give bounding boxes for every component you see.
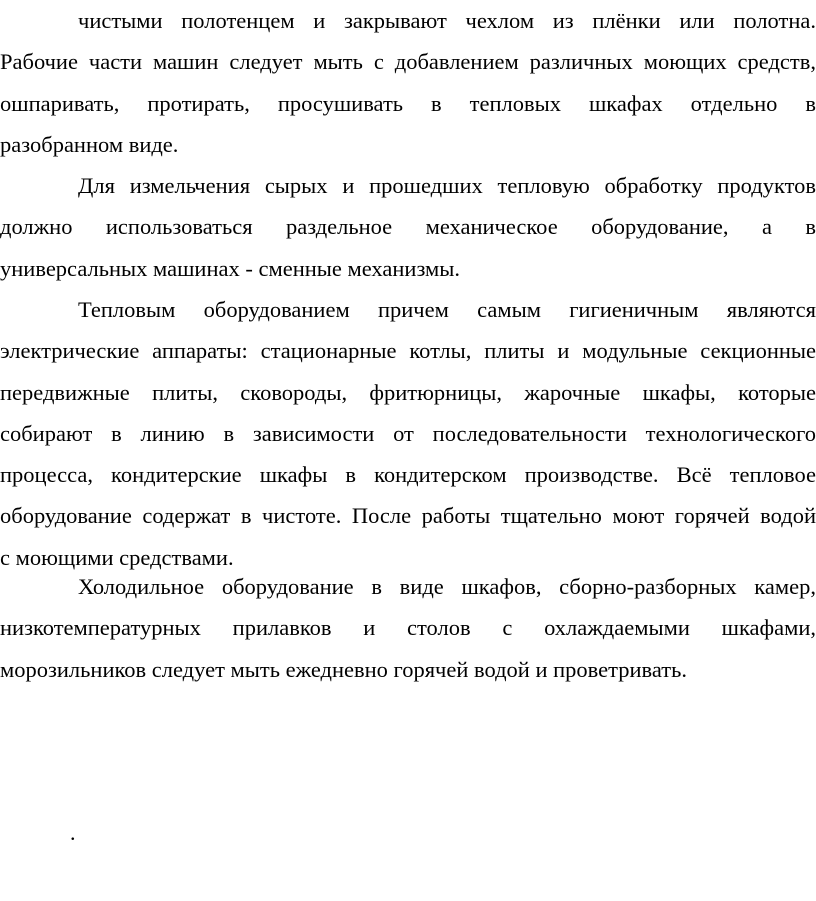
text-line: универсальных машинах - сменные механизмы. (0, 255, 461, 281)
paragraph-2 (0, 165, 816, 289)
text-line: электрические аппараты: стационарные котлы, плиты и модульные секционные (0, 338, 816, 364)
text-line: ошпаривать, протирать, просушивать в тепловых шкафах отдельно в (0, 90, 816, 116)
text-line: Для измельчения сырых и прошедших тепловую обработку продуктов (78, 173, 816, 198)
text-line: процесса, кондитерские шкафы в кондитерском производстве. Всё тепловое (0, 462, 816, 488)
paragraph-1 (0, 0, 816, 165)
text-line: чистыми полотенцем и закрывают чехлом из плёнки или полотна. (78, 8, 816, 33)
stray-period-mark: . (70, 820, 76, 845)
text-line: морозильников следует мыть ежедневно горячей водой и проветривать. (0, 656, 687, 682)
text-line: передвижные плиты, сковороды, фритюрницы, жарочные шкафы, которые (0, 379, 816, 405)
text-line: разобранном виде. (0, 131, 179, 157)
text-line: с моющими средствами. (0, 544, 234, 570)
text-line: Рабочие части машин следует мыть с добавлением различных моющих средств, (0, 49, 816, 75)
paragraph-3 (0, 289, 816, 578)
text-line: Холодильное оборудование в виде шкафов, сборно-разборных камер, (78, 574, 816, 599)
text-line: собирают в линию в зависимости от последовательности технологического (0, 420, 816, 446)
paragraph-4 (0, 566, 816, 690)
text-line: низкотемпературных прилавков и столов с охлаждаемыми шкафами, (0, 615, 816, 641)
text-line: Тепловым оборудованием причем самым гигиеничным являются (78, 297, 816, 322)
text-line: должно использоваться раздельное механическое оборудование, а в (0, 214, 816, 240)
text-line: оборудование содержат в чистоте. После работы тщательно моют горячей водой (0, 503, 816, 529)
